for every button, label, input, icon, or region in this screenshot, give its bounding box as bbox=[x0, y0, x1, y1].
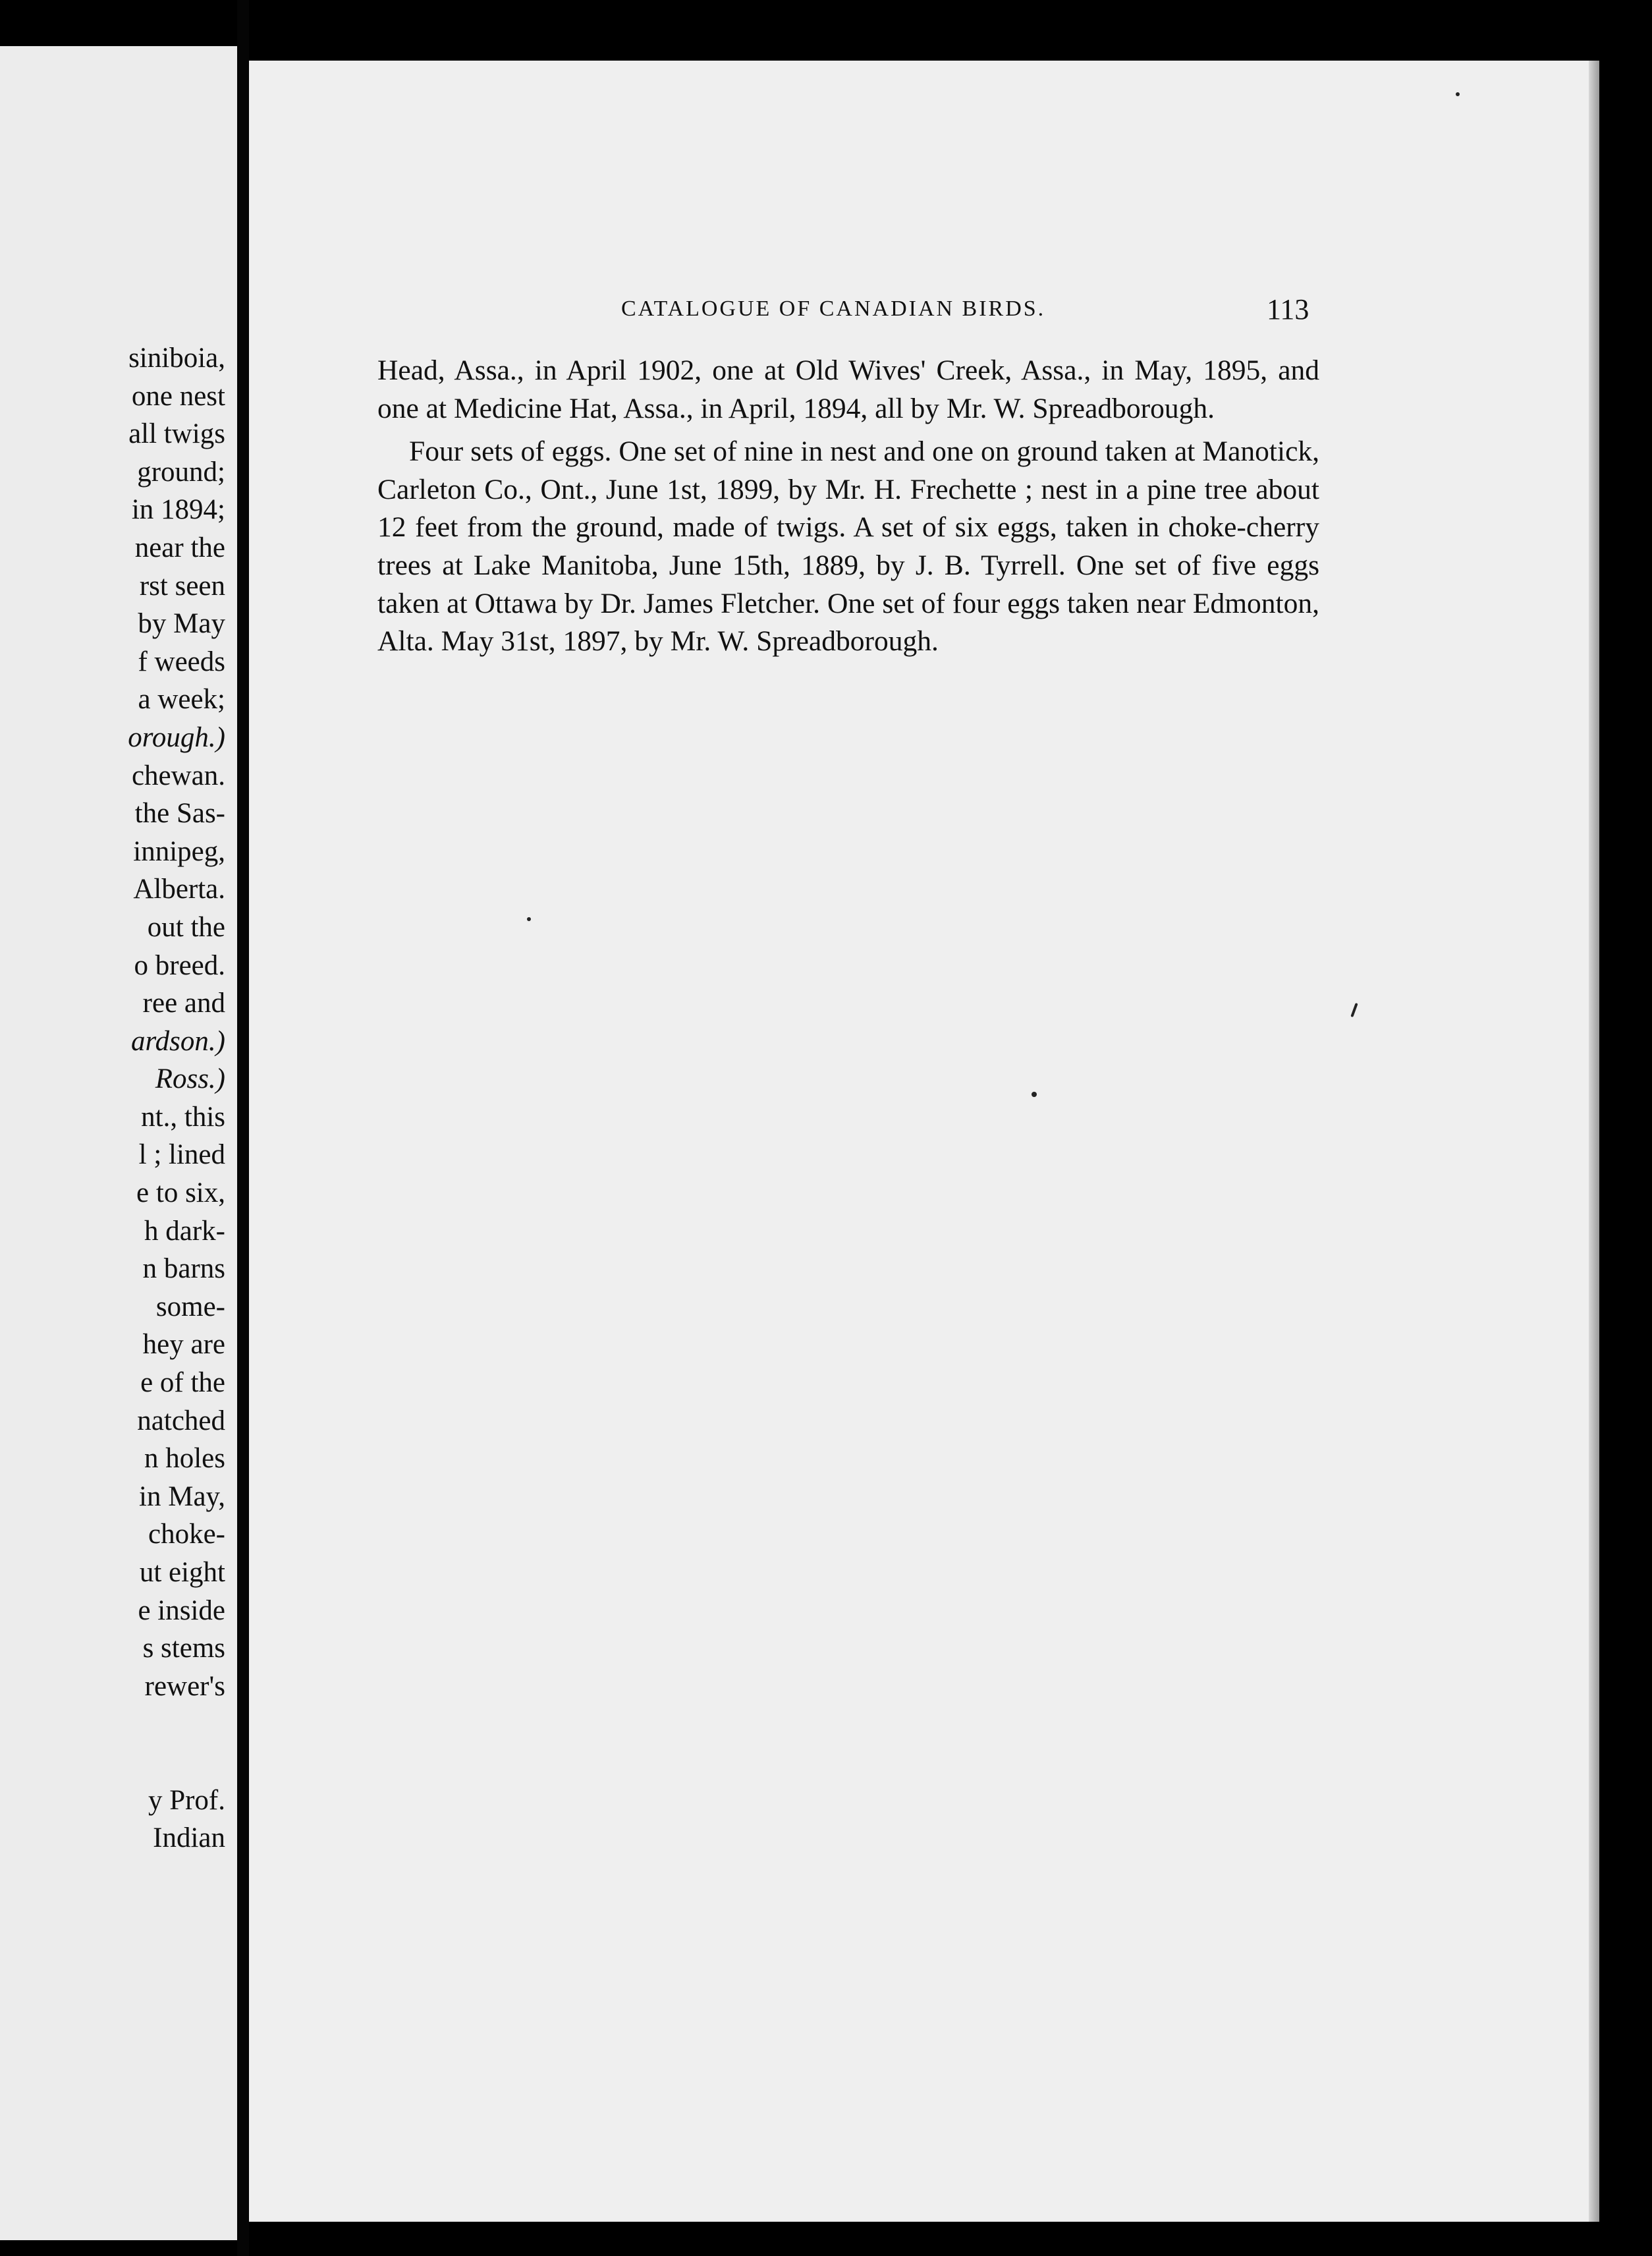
left-line: ut eight bbox=[139, 1557, 225, 1588]
page-edge bbox=[1589, 61, 1599, 2222]
left-line: e to six, bbox=[136, 1177, 225, 1209]
left-line: one nest bbox=[131, 380, 225, 412]
left-line: chewan. bbox=[131, 760, 225, 791]
book-gutter bbox=[237, 0, 249, 2256]
left-line: y Prof. bbox=[148, 1784, 225, 1816]
left-line: rewer's bbox=[144, 1670, 225, 1702]
left-line: f weeds bbox=[138, 646, 225, 677]
running-head: CATALOGUE OF CANADIAN BIRDS. bbox=[621, 296, 1046, 321]
paragraph: Four sets of eggs. One set of nine in nest and one on ground taken at Manotick, Carleton Co., Ont., June 1st, 1899, by Mr. H. Frechette ; nest in a pine tree about 12 feet from the ground, made of twigs. A set of six eggs, taken in choke-cherry trees at Lake Manitoba, June 15th, 1889, by J. B. Tyrrell. One set of five eggs taken at Ottawa by Dr. James Fletcher. One set of four eggs taken near Edmonton, Alta. May 31st, 1897, by Mr. W. Spreadborough. bbox=[377, 436, 1319, 658]
left-line: in 1894; bbox=[131, 494, 225, 526]
left-line: rst seen bbox=[139, 570, 225, 602]
page-header bbox=[249, 293, 1599, 336]
left-line: natched bbox=[137, 1405, 225, 1436]
left-line: a week; bbox=[138, 684, 225, 716]
dust-speck bbox=[1350, 1003, 1358, 1017]
left-line: s stems bbox=[142, 1633, 225, 1664]
left-line: in May, bbox=[139, 1480, 225, 1512]
left-line: out the bbox=[147, 911, 225, 943]
left-line: by May bbox=[138, 608, 225, 640]
left-line: orough.) bbox=[128, 721, 225, 753]
left-line: choke- bbox=[148, 1519, 225, 1550]
left-line: Indian bbox=[153, 1822, 225, 1854]
left-line: n holes bbox=[144, 1443, 225, 1475]
page-number: 113 bbox=[1267, 293, 1309, 325]
left-line: hey are bbox=[142, 1329, 225, 1361]
left-line: all twigs bbox=[128, 418, 225, 450]
left-line-gap bbox=[0, 1743, 225, 1782]
dust-speck bbox=[1032, 1092, 1037, 1097]
left-line: ree and bbox=[142, 988, 225, 1019]
left-line: Alberta. bbox=[133, 874, 225, 905]
previous-page bbox=[0, 46, 237, 2240]
left-line: l ; lined bbox=[138, 1139, 225, 1171]
left-line: ardson.) bbox=[131, 1025, 225, 1057]
left-line: the Sas- bbox=[134, 798, 225, 830]
left-line: e of the bbox=[140, 1367, 225, 1399]
left-line: siniboia, bbox=[128, 343, 225, 374]
left-line: e inside bbox=[138, 1594, 225, 1626]
left-line: h dark- bbox=[144, 1215, 225, 1247]
current-page bbox=[249, 61, 1599, 2222]
left-line: some- bbox=[155, 1291, 225, 1322]
left-line: near the bbox=[134, 532, 225, 563]
left-line: nt., this bbox=[141, 1101, 225, 1133]
left-line: n barns bbox=[142, 1253, 225, 1285]
left-line: o breed. bbox=[134, 949, 225, 981]
left-line: innipeg, bbox=[133, 835, 225, 867]
left-line: ground; bbox=[137, 456, 225, 488]
previous-page-text bbox=[0, 339, 225, 1857]
paragraph: Head, Assa., in April 1902, one at Old Wives' Creek, Assa., in May, 1895, and one at Medicine Hat, Assa., in April, 1894, all by Mr. W. Spreadborough. bbox=[377, 354, 1319, 424]
dust-speck bbox=[527, 917, 531, 921]
left-line-gap bbox=[0, 1705, 225, 1743]
left-line: Ross.) bbox=[155, 1063, 225, 1095]
dust-speck bbox=[1456, 92, 1460, 96]
body-text bbox=[377, 352, 1319, 666]
